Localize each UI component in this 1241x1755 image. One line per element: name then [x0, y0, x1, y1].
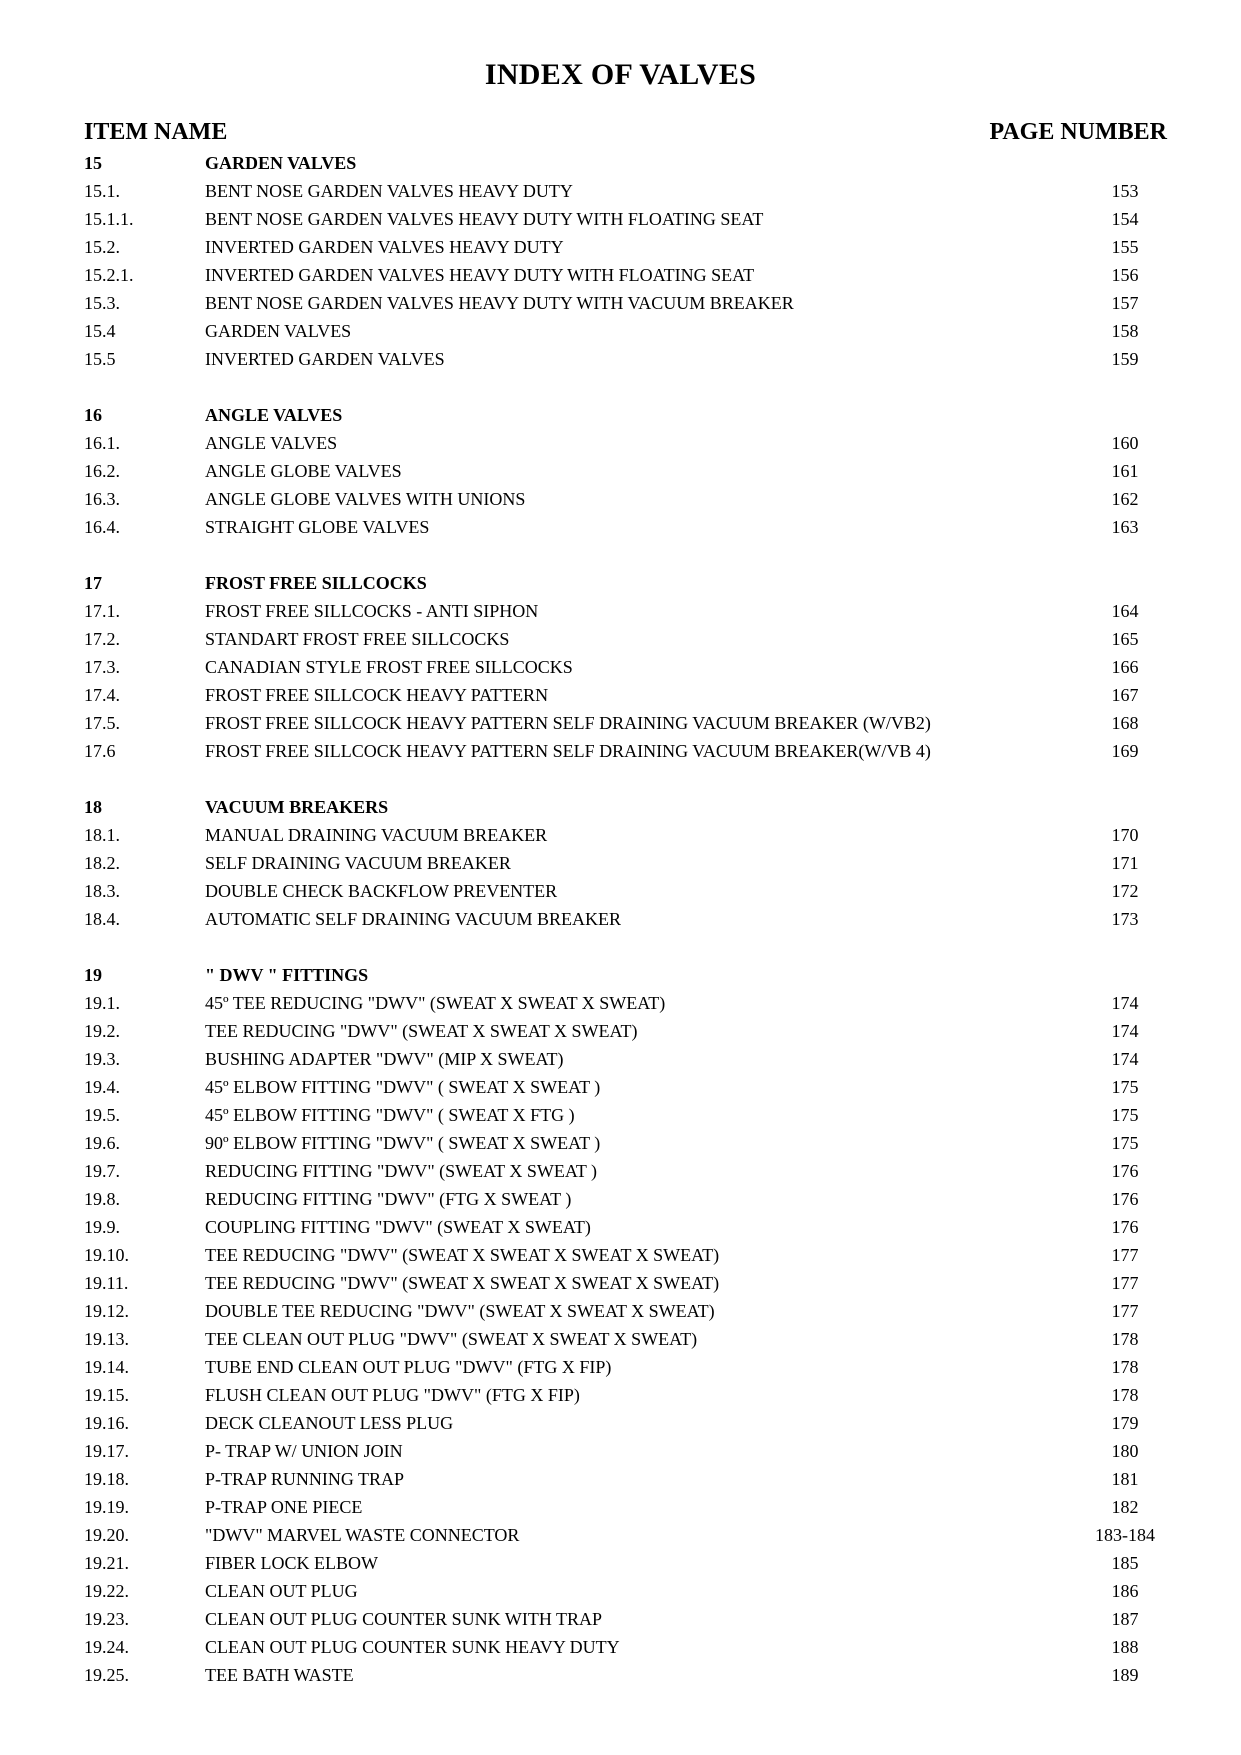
item-number: 19.17. — [84, 1441, 129, 1461]
item-number: 17.3. — [84, 657, 120, 677]
page-number: 185 — [1111, 1553, 1139, 1573]
page-number: 169 — [1111, 741, 1139, 761]
item-name: STANDART FROST FREE SILLCOCKS — [205, 629, 510, 649]
item-number: 19.15. — [84, 1385, 129, 1405]
spacer-row — [0, 933, 1241, 961]
spacer-row — [0, 765, 1241, 793]
item-name: REDUCING FITTING "DWV" (SWEAT X SWEAT ) — [205, 1161, 597, 1181]
page-number: 164 — [1111, 601, 1139, 621]
item-number: 15.2. — [84, 237, 120, 257]
item-number: 19.24. — [84, 1637, 129, 1657]
page-number: 182 — [1111, 1497, 1139, 1517]
page-number: 156 — [1111, 265, 1139, 285]
index-row — [0, 233, 1241, 261]
page-number: 173 — [1111, 909, 1139, 929]
item-number: 16.4. — [84, 517, 120, 537]
index-row — [0, 1577, 1241, 1605]
page-number: 175 — [1111, 1077, 1139, 1097]
item-number: 15.4 — [84, 321, 116, 341]
item-number: 18.3. — [84, 881, 120, 901]
item-name: VACUUM BREAKERS — [205, 797, 389, 817]
page-number-header: PAGE NUMBER — [989, 119, 1167, 145]
page-number: 189 — [1111, 1665, 1139, 1685]
item-number: 19.14. — [84, 1357, 129, 1377]
item-number: 15 — [84, 153, 102, 173]
item-name: P-TRAP ONE PIECE — [205, 1497, 363, 1517]
page-number: 176 — [1111, 1217, 1139, 1237]
page-number: 165 — [1111, 629, 1139, 649]
index-row — [0, 989, 1241, 1017]
index-row — [0, 485, 1241, 513]
page-number: 153 — [1111, 181, 1139, 201]
item-number: 19 — [84, 965, 102, 985]
item-name: BENT NOSE GARDEN VALVES HEAVY DUTY WITH VACUUM BREAKER — [205, 293, 794, 313]
item-number: 16.3. — [84, 489, 120, 509]
index-row — [0, 429, 1241, 457]
item-number: 17.4. — [84, 685, 120, 705]
page-number: 178 — [1111, 1385, 1139, 1405]
index-row — [0, 513, 1241, 541]
page-number: 157 — [1111, 293, 1139, 313]
item-name: DECK CLEANOUT LESS PLUG — [205, 1413, 454, 1433]
item-number: 16.1. — [84, 433, 120, 453]
index-row — [0, 1157, 1241, 1185]
item-name: INVERTED GARDEN VALVES — [205, 349, 445, 369]
item-name: TEE REDUCING "DWV" (SWEAT X SWEAT X SWEAT X SWEAT) — [205, 1273, 720, 1293]
item-number: 15.2.1. — [84, 265, 134, 285]
page-number: 174 — [1111, 993, 1139, 1013]
item-name: TUBE END CLEAN OUT PLUG "DWV" (FTG X FIP) — [205, 1357, 612, 1377]
index-row — [0, 345, 1241, 373]
item-name: P-TRAP RUNNING TRAP — [205, 1469, 405, 1489]
item-number: 17 — [84, 573, 102, 593]
item-number: 19.2. — [84, 1021, 120, 1041]
page-number: 163 — [1111, 517, 1139, 537]
item-number: 19.1. — [84, 993, 120, 1013]
page-number: 188 — [1111, 1637, 1139, 1657]
index-row — [0, 1325, 1241, 1353]
item-name: CLEAN OUT PLUG COUNTER SUNK WITH TRAP — [205, 1609, 603, 1629]
page-number: 171 — [1111, 853, 1139, 873]
index-row — [0, 457, 1241, 485]
index-row — [0, 905, 1241, 933]
item-name: ANGLE GLOBE VALVES — [205, 461, 402, 481]
item-name: INVERTED GARDEN VALVES HEAVY DUTY — [205, 237, 564, 257]
item-name: MANUAL DRAINING VACUUM BREAKER — [205, 825, 548, 845]
item-number: 18.4. — [84, 909, 120, 929]
item-number: 15.1.1. — [84, 209, 134, 229]
index-row — [0, 1661, 1241, 1689]
item-name: CANADIAN STYLE FROST FREE SILLCOCKS — [205, 657, 573, 677]
index-list — [0, 149, 1241, 1689]
item-number: 19.12. — [84, 1301, 129, 1321]
index-row — [0, 289, 1241, 317]
item-name: FROST FREE SILLCOCKS — [205, 573, 427, 593]
item-number: 15.3. — [84, 293, 120, 313]
page-number: 174 — [1111, 1021, 1139, 1041]
item-name: REDUCING FITTING "DWV" (FTG X SWEAT ) — [205, 1189, 572, 1209]
item-name: 45º ELBOW FITTING "DWV" ( SWEAT X SWEAT ) — [205, 1077, 601, 1097]
index-row — [0, 1017, 1241, 1045]
index-row — [0, 261, 1241, 289]
item-name: STRAIGHT GLOBE VALVES — [205, 517, 430, 537]
page-number: 186 — [1111, 1581, 1139, 1601]
item-number: 19.22. — [84, 1581, 129, 1601]
index-row — [0, 1549, 1241, 1577]
spacer-row — [0, 541, 1241, 569]
item-number: 16.2. — [84, 461, 120, 481]
index-row — [0, 849, 1241, 877]
item-name: GARDEN VALVES — [205, 321, 352, 341]
index-row — [0, 1269, 1241, 1297]
page-number: 177 — [1111, 1273, 1139, 1293]
item-name: SELF DRAINING VACUUM BREAKER — [205, 853, 511, 873]
item-name: BENT NOSE GARDEN VALVES HEAVY DUTY — [205, 181, 573, 201]
item-number: 15.1. — [84, 181, 120, 201]
item-name: FROST FREE SILLCOCKS - ANTI SIPHON — [205, 601, 539, 621]
page-number: 174 — [1111, 1049, 1139, 1069]
index-row — [0, 1409, 1241, 1437]
spacer-row — [0, 373, 1241, 401]
item-number: 19.18. — [84, 1469, 129, 1489]
item-name: BENT NOSE GARDEN VALVES HEAVY DUTY WITH FLOATING SEAT — [205, 209, 764, 229]
item-number: 19.21. — [84, 1553, 129, 1573]
index-row — [0, 1241, 1241, 1269]
item-name: ANGLE VALVES — [205, 433, 338, 453]
item-number: 18 — [84, 797, 102, 817]
item-number: 19.7. — [84, 1161, 120, 1181]
page-number: 170 — [1111, 825, 1139, 845]
page-number: 167 — [1111, 685, 1139, 705]
page-number: 155 — [1111, 237, 1139, 257]
item-number: 17.6 — [84, 741, 116, 761]
item-name: TEE BATH WASTE — [205, 1665, 354, 1685]
page-number: 180 — [1111, 1441, 1139, 1461]
item-number: 17.1. — [84, 601, 120, 621]
index-row — [0, 1101, 1241, 1129]
item-number: 19.4. — [84, 1077, 120, 1097]
item-number: 19.25. — [84, 1665, 129, 1685]
page-number: 168 — [1111, 713, 1139, 733]
index-row — [0, 1493, 1241, 1521]
page-number: 179 — [1111, 1413, 1139, 1433]
item-name: P- TRAP W/ UNION JOIN — [205, 1441, 403, 1461]
page-number: 166 — [1111, 657, 1139, 677]
page-number: 154 — [1111, 209, 1139, 229]
item-number: 19.9. — [84, 1217, 120, 1237]
section-heading-row — [0, 793, 1241, 821]
index-row — [0, 625, 1241, 653]
page-number: 183-184 — [1095, 1525, 1155, 1545]
item-number: 19.11. — [84, 1273, 129, 1293]
item-number: 19.3. — [84, 1049, 120, 1069]
item-number: 19.16. — [84, 1413, 129, 1433]
item-number: 18.2. — [84, 853, 120, 873]
item-name: TEE CLEAN OUT PLUG "DWV" (SWEAT X SWEAT X SWEAT) — [205, 1329, 698, 1349]
index-row — [0, 1381, 1241, 1409]
item-number: 19.20. — [84, 1525, 129, 1545]
section-heading-row — [0, 961, 1241, 989]
item-number: 19.5. — [84, 1105, 120, 1125]
index-row — [0, 1297, 1241, 1325]
index-row — [0, 709, 1241, 737]
page-number: 160 — [1111, 433, 1139, 453]
page-number: 177 — [1111, 1245, 1139, 1265]
item-number: 16 — [84, 405, 102, 425]
item-name: ANGLE GLOBE VALVES WITH UNIONS — [205, 489, 526, 509]
item-name: CLEAN OUT PLUG — [205, 1581, 358, 1601]
index-row — [0, 1437, 1241, 1465]
page-number: 176 — [1111, 1189, 1139, 1209]
index-row — [0, 177, 1241, 205]
item-number: 19.8. — [84, 1189, 120, 1209]
item-name-header: ITEM NAME — [84, 119, 228, 145]
index-row — [0, 1465, 1241, 1493]
page-number: 161 — [1111, 461, 1139, 481]
item-name: " DWV " FITTINGS — [205, 965, 369, 985]
page-number: 181 — [1111, 1469, 1139, 1489]
page-number: 178 — [1111, 1357, 1139, 1377]
item-name: AUTOMATIC SELF DRAINING VACUUM BREAKER — [205, 909, 622, 929]
page-title: INDEX OF VALVES — [484, 58, 757, 91]
item-number: 18.1. — [84, 825, 120, 845]
index-row — [0, 821, 1241, 849]
page-number: 162 — [1111, 489, 1139, 509]
page-number: 159 — [1111, 349, 1139, 369]
item-name: GARDEN VALVES — [205, 153, 357, 173]
index-row — [0, 653, 1241, 681]
section-heading-row — [0, 401, 1241, 429]
item-number: 17.2. — [84, 629, 120, 649]
index-row — [0, 1605, 1241, 1633]
page-number: 177 — [1111, 1301, 1139, 1321]
item-name: 45º ELBOW FITTING "DWV" ( SWEAT X FTG ) — [205, 1105, 575, 1125]
index-row — [0, 1045, 1241, 1073]
page-number: 187 — [1111, 1609, 1139, 1629]
item-number: 19.13. — [84, 1329, 129, 1349]
item-name: TEE REDUCING "DWV" (SWEAT X SWEAT X SWEAT) — [205, 1021, 638, 1041]
item-number: 19.23. — [84, 1609, 129, 1629]
index-row — [0, 1213, 1241, 1241]
item-number: 19.6. — [84, 1133, 120, 1153]
item-name: INVERTED GARDEN VALVES HEAVY DUTY WITH FLOATING SEAT — [205, 265, 755, 285]
item-name: "DWV" MARVEL WASTE CONNECTOR — [205, 1525, 520, 1545]
item-number: 19.10. — [84, 1245, 129, 1265]
page-number: 175 — [1111, 1105, 1139, 1125]
section-heading-row — [0, 149, 1241, 177]
index-row — [0, 1185, 1241, 1213]
index-row — [0, 1521, 1241, 1549]
page-number: 178 — [1111, 1329, 1139, 1349]
item-name: 45º TEE REDUCING "DWV" (SWEAT X SWEAT X SWEAT) — [205, 993, 666, 1013]
index-row — [0, 1353, 1241, 1381]
item-name: FROST FREE SILLCOCK HEAVY PATTERN — [205, 685, 549, 705]
index-row — [0, 1073, 1241, 1101]
page-number: 158 — [1111, 321, 1139, 341]
index-row — [0, 597, 1241, 625]
item-name: FROST FREE SILLCOCK HEAVY PATTERN SELF DRAINING VACUUM BREAKER(W/VB 4) — [205, 741, 931, 761]
index-row — [0, 737, 1241, 765]
item-number: 17.5. — [84, 713, 120, 733]
index-row — [0, 1633, 1241, 1661]
section-heading-row — [0, 569, 1241, 597]
page-number: 172 — [1111, 881, 1139, 901]
page-number: 176 — [1111, 1161, 1139, 1181]
item-name: DOUBLE TEE REDUCING "DWV" (SWEAT X SWEAT X SWEAT) — [205, 1301, 715, 1321]
item-number: 15.5 — [84, 349, 116, 369]
item-name: FIBER LOCK ELBOW — [205, 1553, 378, 1573]
item-name: COUPLING FITTING "DWV" (SWEAT X SWEAT) — [205, 1217, 591, 1237]
index-row — [0, 877, 1241, 905]
item-name: CLEAN OUT PLUG COUNTER SUNK HEAVY DUTY — [205, 1637, 620, 1657]
index-row — [0, 681, 1241, 709]
item-name: FLUSH CLEAN OUT PLUG "DWV" (FTG X FIP) — [205, 1385, 580, 1405]
index-row — [0, 1129, 1241, 1157]
item-name: FROST FREE SILLCOCK HEAVY PATTERN SELF DRAINING VACUUM BREAKER (W/VB2) — [205, 713, 931, 733]
item-name: BUSHING ADAPTER "DWV" (MIP X SWEAT) — [205, 1049, 564, 1069]
index-row — [0, 205, 1241, 233]
item-number: 19.19. — [84, 1497, 129, 1517]
page-number: 175 — [1111, 1133, 1139, 1153]
item-name: ANGLE VALVES — [205, 405, 343, 425]
index-row — [0, 317, 1241, 345]
item-name: TEE REDUCING "DWV" (SWEAT X SWEAT X SWEAT X SWEAT) — [205, 1245, 720, 1265]
item-name: 90º ELBOW FITTING "DWV" ( SWEAT X SWEAT ) — [205, 1133, 601, 1153]
item-name: DOUBLE CHECK BACKFLOW PREVENTER — [205, 881, 558, 901]
